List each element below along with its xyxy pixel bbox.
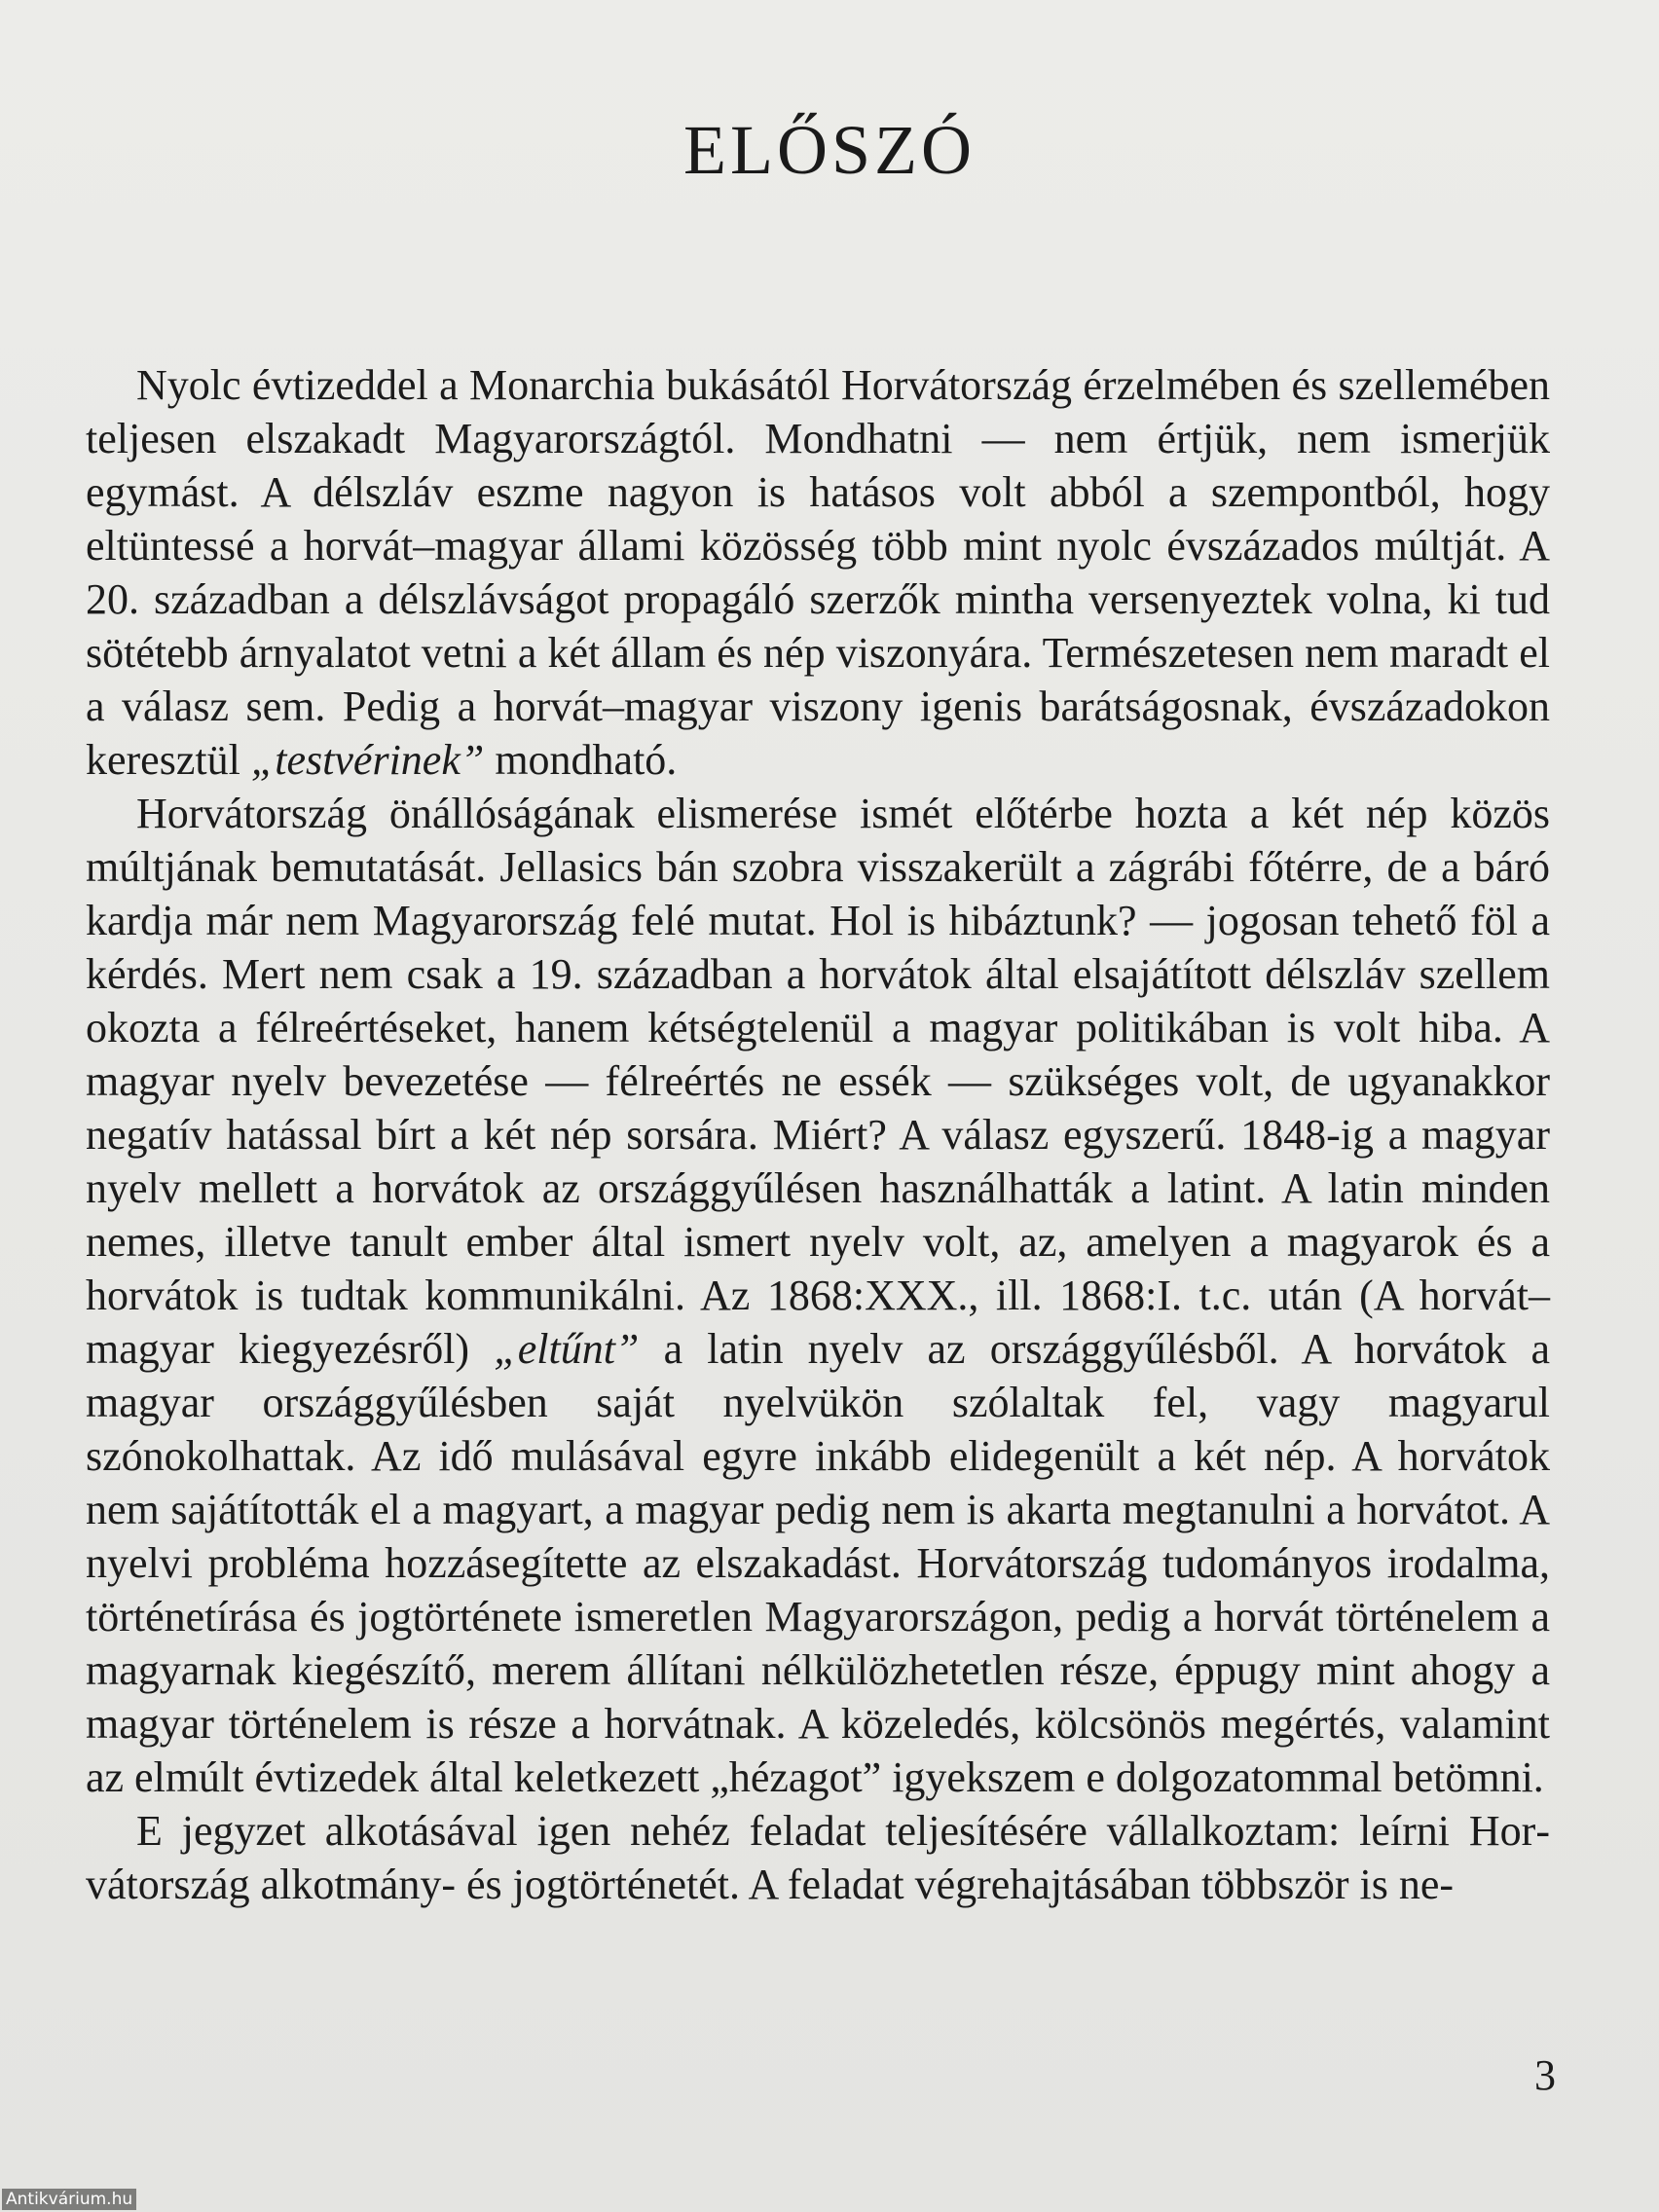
body-text — [86, 358, 1550, 1911]
paragraph-1-italic-quote: „testvérinek” — [250, 736, 485, 784]
page-number: 3 — [1534, 2051, 1556, 2099]
paragraph-2-text-a: Horvátország önállóságának elismerése ismét előtérbe hozta a két nép közös múltjának bemutatását. Jellasics bán szobra visszakerült a zágrábi főtérre, de a báró kardja már nem Magyarország felé mutat. Hol is hibáztunk? — jogosan tehető föl a kérdés. Mert nem csak a 19. században a horvátok által elsajátított délszláv szellem okozta a félreértéseket, hanem kétségtelenül a magyar politikában is volt hiba. A magyar nyelv bevezetése — félreértés ne essék — szükséges volt, de ugyanakkor negatív hatással bírt a két nép sorsára. Miért? A válasz egyszerű. 1848-ig a magyar nyelv mellett a horvátok az országgyűlésen használhatták a latint. A latin minden nemes, illetve tanult ember által ismert nyelv volt, az, amelyen a magyarok és a horvátok is tudtak kommunikálni. Az 1868:XXX., ill. 1868:I. t.c. után (A horvát–magyar kiegyezésről) — [86, 790, 1550, 1373]
paragraph-2-text-b: a latin nyelv az országgyűlésből. A horvátok a magyar országgyűlésben saját nyelvükön szólaltak fel, vagy magyarul szónokolhattak. Az idő mulásával egyre inkább elidegenült a két nép. A horvátok nem sajátították el a magyart, a magyar pedig nem is akarta megtanulni a horvátot. A nyelvi probléma hozzásegítette az elszakadást. Horvátország tudományos irodalma, történetírása és jogtörténete ismeretlen Magyarországon, pedig a horvát történelem a magyarnak kiegészítő, merem állítani nélkülözhetetlen része, éppugy mint ahogy a magyar történelem is része a horvátnak. A közeledés, kölcsönös megértés, valamint az elmúlt évtizedek által keletkezett „hézagot” igyekszem e dolgozatommal betömni. — [86, 1325, 1550, 1801]
watermark: Antikvárium.hu — [2, 2189, 136, 2210]
paragraph-3-text: E jegyzet alkotásával igen nehéz feladat teljesítésére vállalkoztam: leírni Horvátország alkotmány- és jogtörténetét. A feladat végrehajtásában többször is ne- — [86, 1807, 1550, 1908]
paragraph-2 — [86, 787, 1550, 1804]
paragraph-1 — [86, 358, 1550, 787]
page-title: ELŐSZÓ — [683, 111, 976, 189]
paragraph-1-text-b: mondható. — [484, 736, 678, 784]
paragraph-2-italic-quote: „eltűnt” — [494, 1325, 640, 1373]
paragraph-3 — [86, 1804, 1550, 1911]
paragraph-1-text-a: Nyolc évtizeddel a Monarchia bukásától Horvátország érzelmében és szellemében teljesen elszakadt Magyarországtól. Mondhatni — nem értjük, nem ismerjük egymást. A délszláv eszme nagyon is hatásos volt abból a szempontból, hogy eltüntessé a horvát–magyar állami közösség több mint nyolc évszázados múltját. A 20. században a délszlávságot propagáló szerzők mintha versenyeztek volna, ki tud sötétebb árnyalatot vetni a két állam és nép viszonyára. Természetesen nem maradt el a válasz sem. Pedig a horvát–magyar viszony igenis barátságosnak, évszázadokon keresztül — [86, 361, 1550, 784]
